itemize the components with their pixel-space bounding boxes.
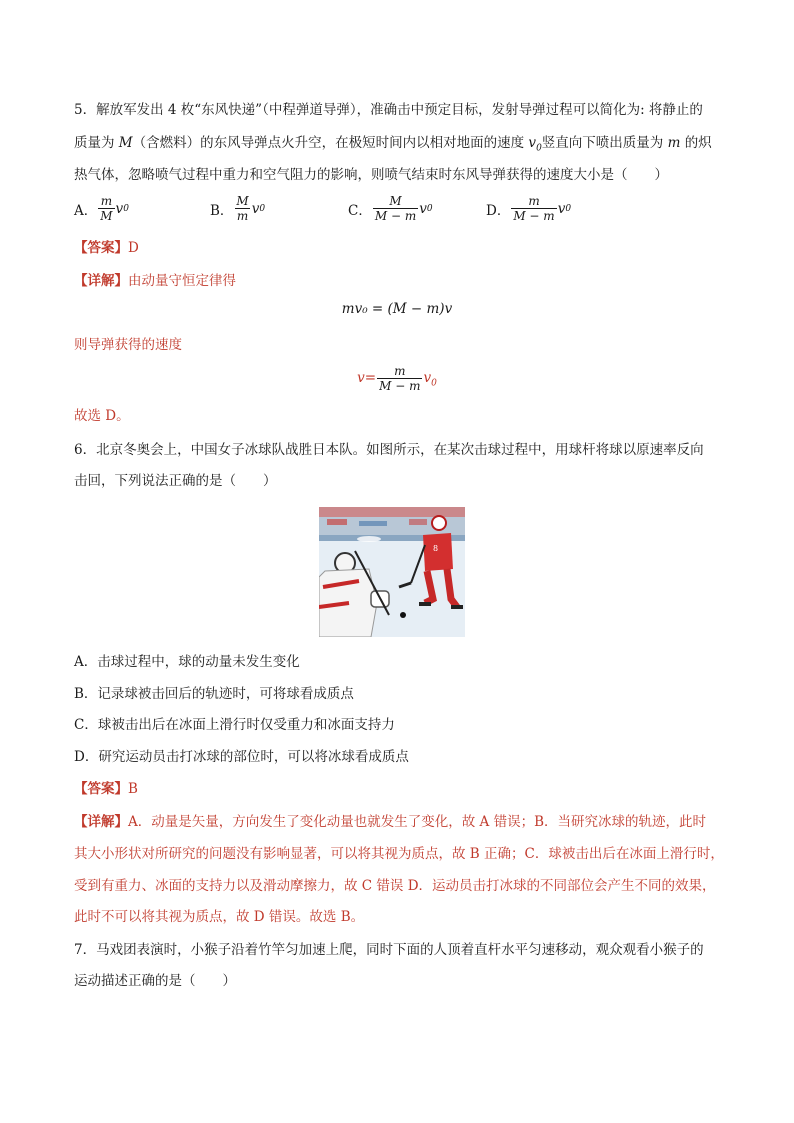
q5-detail: 【详解】由动量守恒定律得 (74, 273, 236, 289)
q6-answer: 【答案】B (74, 781, 138, 797)
q5-stem-line-2: 质量为 M（含燃料）的东风导弹点火升空，在极短时间内以相对地面的速度 $v_0$竖直向下喷出质量为 m 的炽 (74, 135, 712, 154)
q6-detail-line-2: 其大小形状对所研究的问题没有影响显著，可以将其视为质点，故 B 正确；C．球被击出后在冰面上滑行时， (74, 846, 724, 862)
q6-detail-line-3: 受到有重力、冰面的支持力以及滑动摩擦力，故 C 错误 D．运动员击打冰球的不同部位会产生不同的效果， (74, 878, 716, 894)
q6-detail-line-1: 【详解】A．动量是矢量，方向发生了变化动量也就发生了变化，故 A 错误；B．当研究冰球的轨迹，此时 (74, 814, 707, 830)
q6-option-b: B．记录球被击回后的轨迹时，可将球看成质点 (74, 686, 354, 702)
q5-equation-2: v= $\frac{m}{M - m}$ $v_0$ (357, 364, 437, 393)
q5-option-a: A． $\frac{m}{M}$ v 0 (74, 194, 129, 223)
q6-option-d: D．研究运动员击打冰球的部位时，可以将冰球看成质点 (74, 749, 409, 765)
q6-stem-line-2: 击回，下列说法正确的是（ ） (74, 473, 277, 489)
q6-option-c: C．球被击出后在冰面上滑行时仅受重力和冰面支持力 (74, 717, 395, 733)
q5-option-c: C． $\frac{M}{M - m}$ v 0 (348, 194, 433, 223)
q5-stem-line-3: 热气体，忽略喷气过程中重力和空气阻力的影响，则喷气结束时东风导弹获得的速度大小是（ ） (74, 167, 668, 183)
q6-detail-line-4: 此时不可以将其视为质点，故 D 错误。故选 B。 (74, 909, 365, 925)
q5-option-b: B． $\frac{M}{m}$ v 0 (210, 194, 266, 223)
ice-hockey-photo (319, 507, 465, 637)
q6-stem-line-1: 6．北京冬奥会上，中国女子冰球队战胜日本队。如图所示，在某次击球过程中，用球杆将球以原速率反向 (74, 442, 704, 458)
q7-stem-line-2: 运动描述正确的是（ ） (74, 973, 236, 989)
q6-option-a: A．击球过程中，球的动量未发生变化 (74, 654, 300, 670)
q5-detail-2: 则导弹获得的速度 (74, 337, 182, 353)
svg-text:8: 8 (433, 544, 439, 553)
q5-option-d: D． $\frac{m}{M - m}$ v 0 (486, 194, 572, 223)
q5-stem-line-1: 5．解放军发出 4 枚“东风快递”（中程弹道导弹），准确击中预定目标，发射导弹过程可以简化为: 将静止的 (74, 102, 703, 118)
q5-equation-1: mv₀ = (M − m)v (341, 301, 453, 317)
q5-answer: 【答案】D (74, 240, 139, 256)
q5-conclusion: 故选 D。 (74, 408, 130, 424)
q7-stem-line-1: 7．马戏团表演时，小猴子沿着竹竿匀加速上爬，同时下面的人顶着直杆水平匀速移动，观众观看小猴子的 (74, 942, 704, 958)
